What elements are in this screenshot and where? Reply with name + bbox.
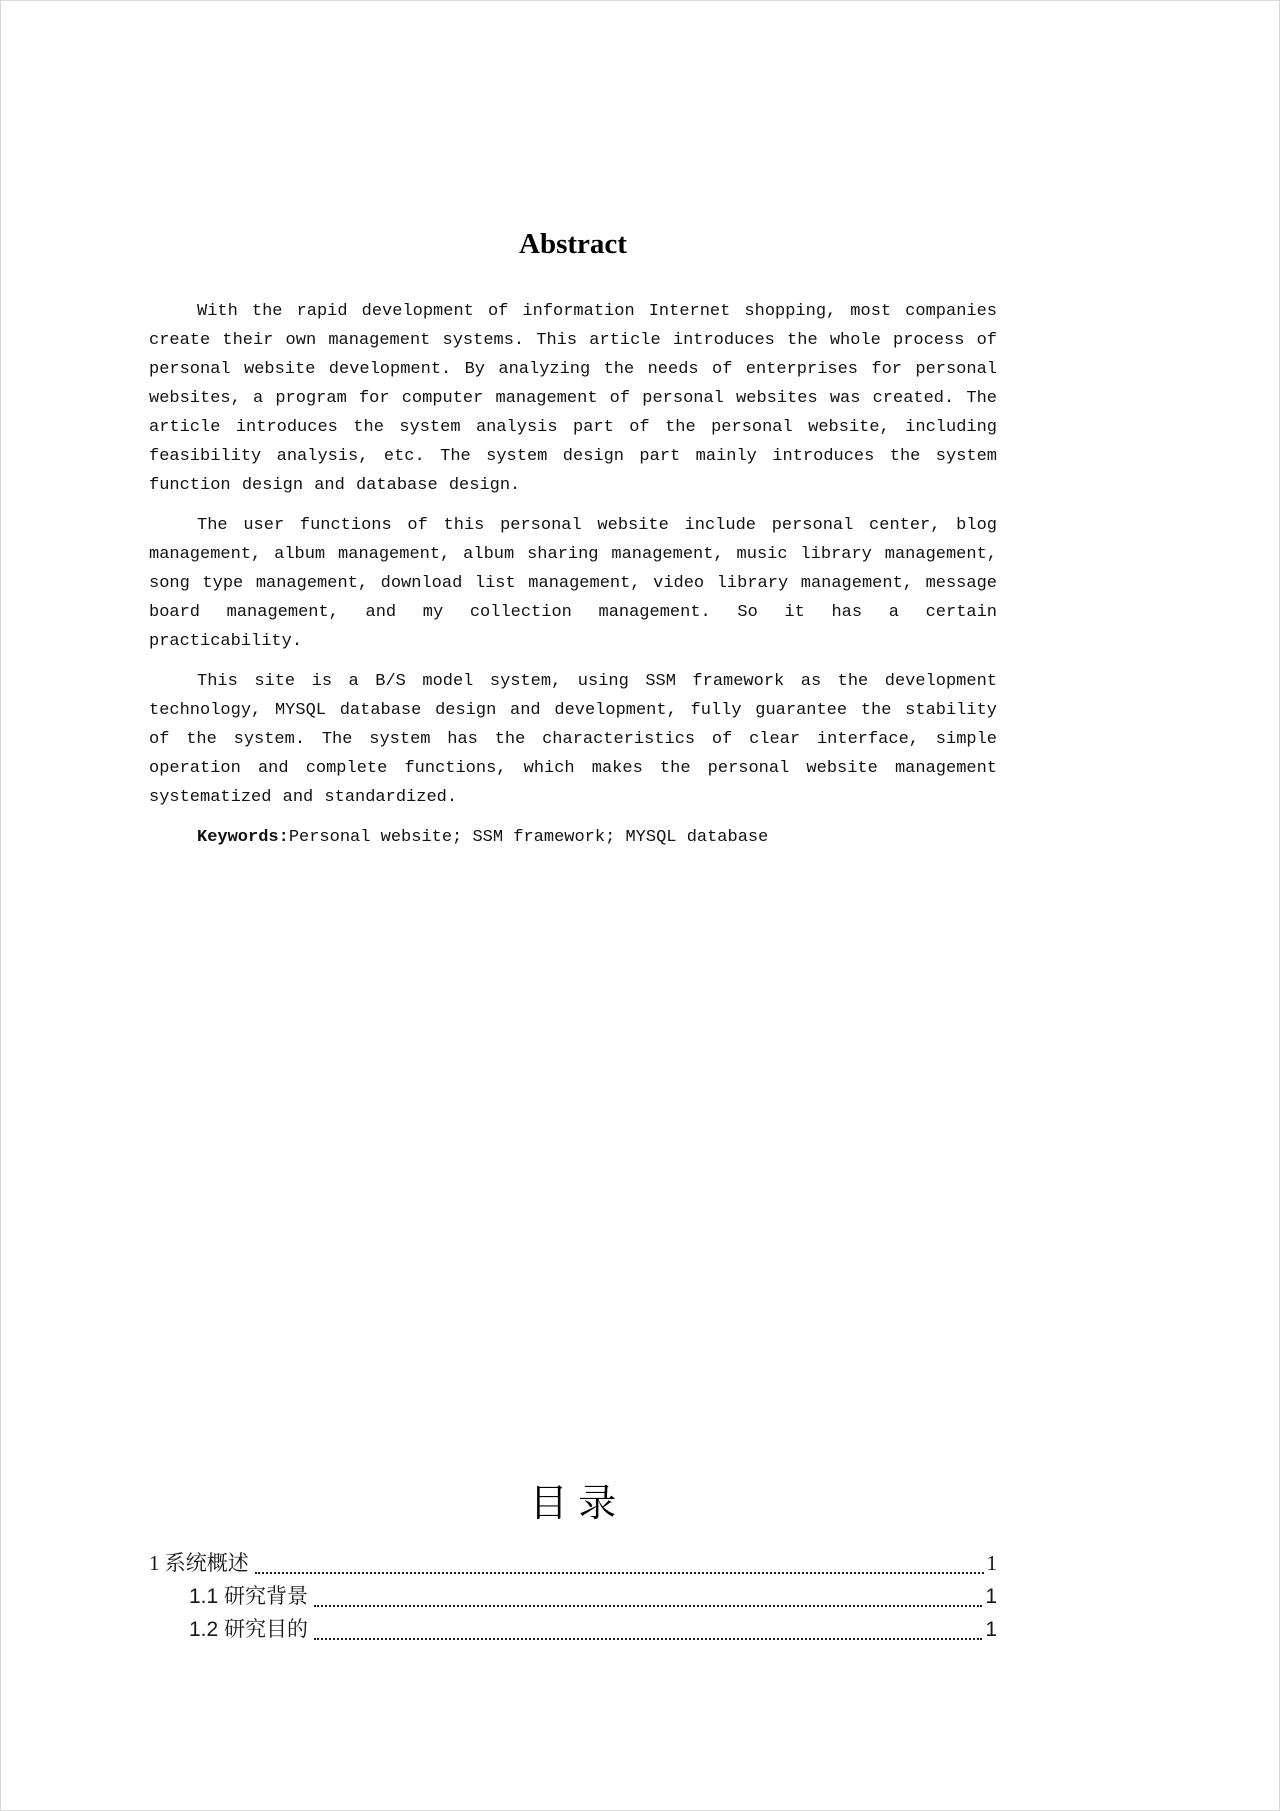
toc-entry-label: 1.2 研究目的 <box>189 1618 309 1641</box>
toc-entry-label: 1 系统概述 <box>149 1551 249 1575</box>
toc-entry-1-2[interactable] <box>149 1613 997 1646</box>
toc-entry-1-1[interactable] <box>149 1580 997 1613</box>
toc-entry-label: 1.1 研究背景 <box>189 1585 309 1608</box>
toc-page-number: 1 <box>986 1551 997 1575</box>
toc-dot-leader <box>255 1572 984 1574</box>
page-content <box>1 1 1279 1646</box>
abstract-paragraph-1: With the rapid development of information Internet shopping, most companies create their own management systems. This article introduces the whole process of personal website development. By analyzing the needs of enterprises for personal websites, a program for computer management of personal websites was created. The article introduces the system analysis part of the personal website, including feasibility analysis, etc. The system design part mainly introduces the system function design and database design. <box>149 302 997 495</box>
keywords-label: Keywords: <box>197 828 289 847</box>
keywords-text: Personal website; SSM framework; MYSQL database <box>288 828 769 847</box>
toc-dot-leader <box>314 1605 982 1607</box>
toc-page-number: 1 <box>985 1618 997 1641</box>
abstract-paragraph-2: The user functions of this personal website include personal center, blog management, album management, album sharing management, music library management, song type management, download list management, video library management, message board management, and my collection management. So it has a certain practicability. <box>149 516 997 651</box>
toc-page-number: 1 <box>985 1585 997 1608</box>
toc-title: 目录 <box>529 1483 627 1525</box>
toc-dot-leader <box>314 1638 982 1640</box>
keywords-line <box>149 823 997 852</box>
abstract-paragraph-3: This site is a B/S model system, using SSM framework as the development technology, MYSQL database design and development, fully guarantee the stability of the system. The system has the characteristics of clear interface, simple operation and complete functions, which makes the personal website management systematized and standardized. <box>149 672 997 807</box>
abstract-title: Abstract <box>519 228 627 260</box>
table-of-contents <box>149 1547 997 1646</box>
toc-entry-1[interactable] <box>149 1547 997 1580</box>
